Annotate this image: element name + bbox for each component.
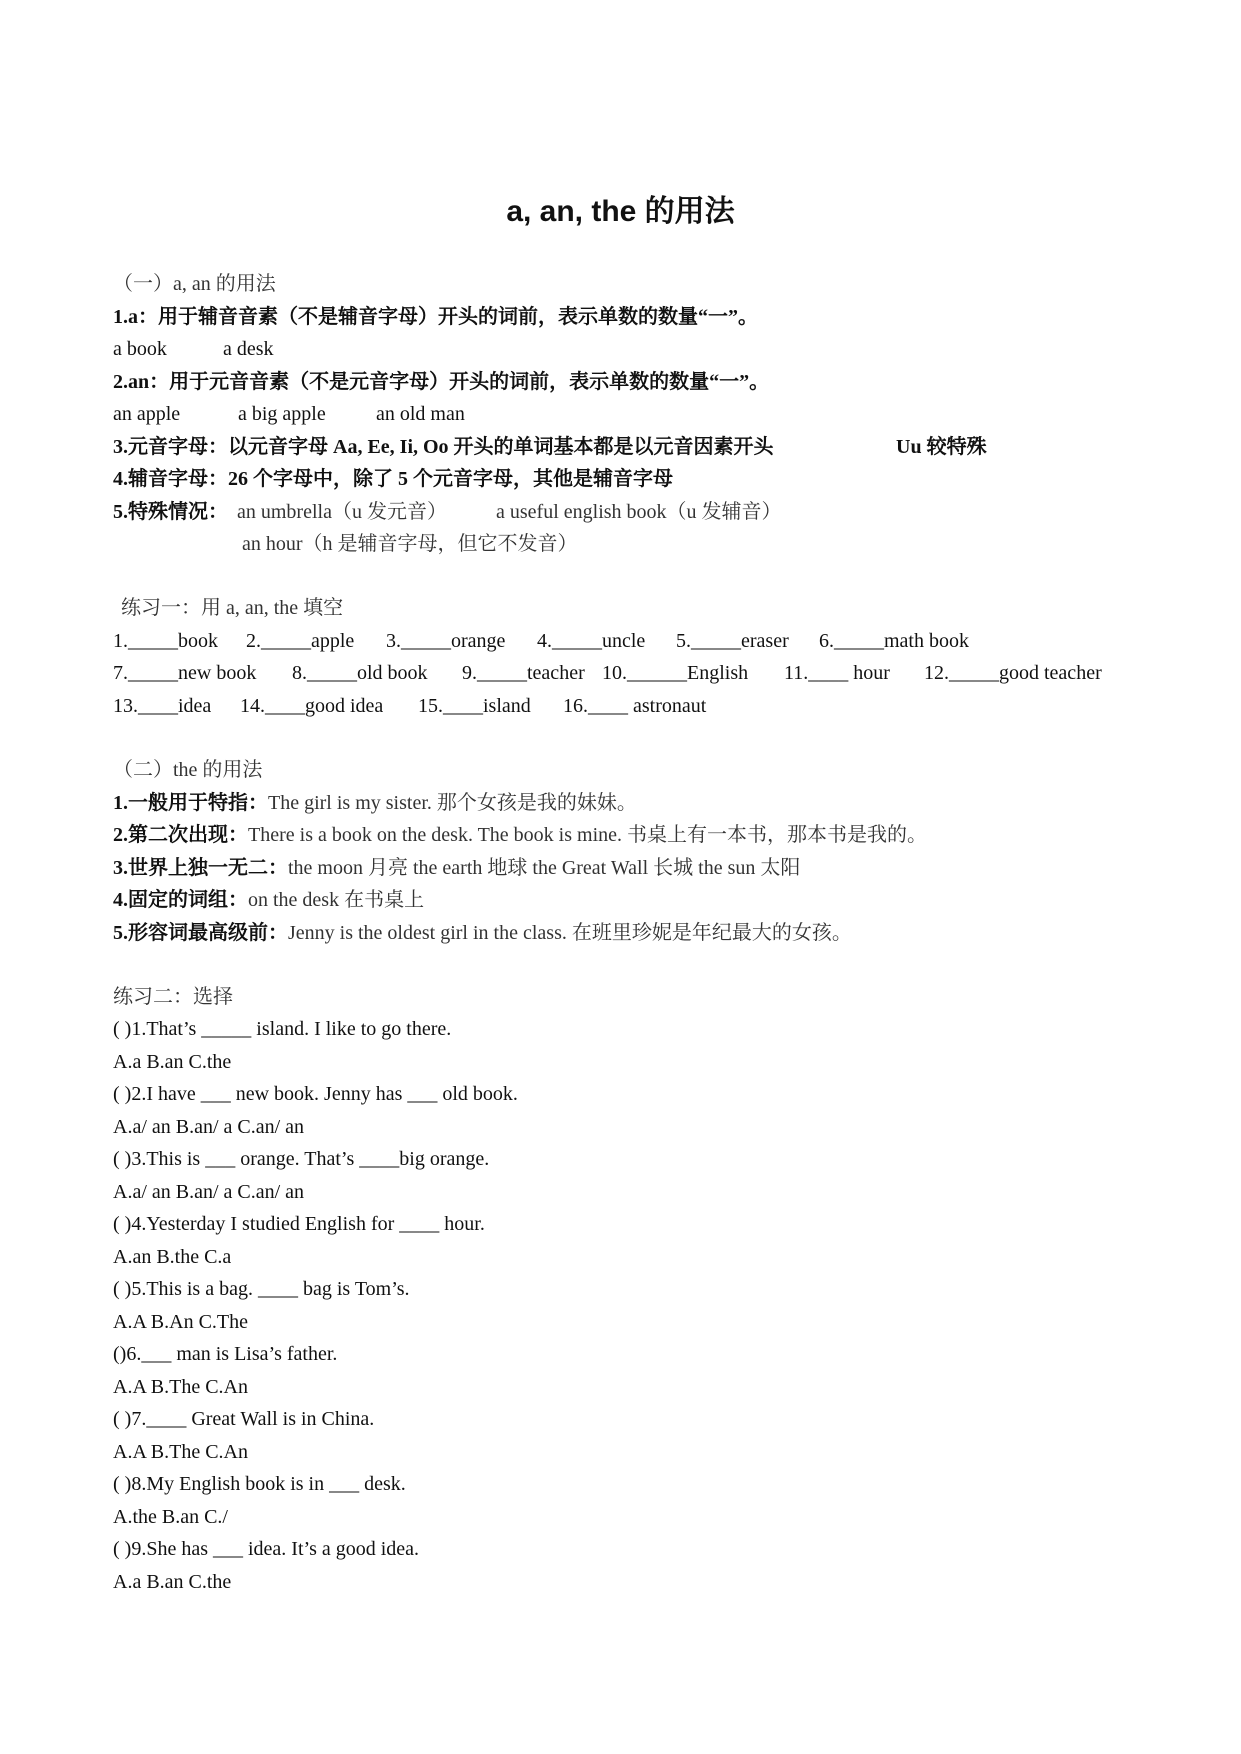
section-heading-the: （二）the 的用法 <box>113 759 263 781</box>
rule-a <box>113 305 758 329</box>
the-rule-1 <box>113 791 637 815</box>
exercise-1-item: 1._____book <box>113 630 218 652</box>
the-rule-5-label: 5.形容词最高级前： <box>113 922 288 944</box>
exercise-1-item: 15.____island <box>418 695 531 717</box>
rule-a-label: 1.a： <box>113 306 158 328</box>
question: ()6.___ man is Lisa’s father. <box>113 1343 338 1365</box>
the-rule-4-text: on the desk 在书桌上 <box>248 889 425 911</box>
question: ( )5.This is a bag. ____ bag is Tom’s. <box>113 1278 410 1300</box>
rule-special-label: 5.特殊情况： <box>113 501 228 523</box>
the-rule-5-text: Jenny is the oldest girl in the class. 在班里珍妮是年纪最大的女孩。 <box>288 922 852 944</box>
rule-an-text: 用于元音音素（不是元音字母）开头的词前，表示单数的数量“一”。 <box>169 371 770 393</box>
question: ( )7.____ Great Wall is in China. <box>113 1408 375 1430</box>
exercise-1-item: 3._____orange <box>386 630 506 652</box>
rule-special-c: an hour（h 是辅音字母，但它不发音） <box>242 533 578 555</box>
rule-special-a: an umbrella（u 发元音） <box>237 501 447 523</box>
rule-special-b: a useful english book（u 发辅音） <box>496 501 782 523</box>
page-title: a, an, the 的用法 <box>506 195 735 228</box>
exercise-1-item: 9._____teacher <box>462 662 585 684</box>
rule-a-example-1: a book <box>113 338 167 360</box>
rule-an-example-1: an apple <box>113 403 181 425</box>
exercise-1-item: 10.______English <box>602 662 749 684</box>
exercise-1-item: 11.____ hour <box>784 662 890 684</box>
rule-consonants: 4.辅音字母：26 个字母中，除了 5 个元音字母，其他是辅音字母 <box>113 468 673 490</box>
question-options: A.A B.An C.The <box>113 1311 248 1333</box>
exercise-1-item: 5._____eraser <box>676 630 789 652</box>
rule-an-label: 2.an： <box>113 371 170 393</box>
rule-vowels: 3.元音字母：以元音字母 Aa, Ee, Ii, Oo 开头的单词基本都是以元音因素开头 <box>113 436 774 458</box>
the-rule-2-text: There is a book on the desk. The book is mine. 书桌上有一本书，那本书是我的。 <box>248 824 928 846</box>
exercise-1-item: 14.____good idea <box>240 695 384 717</box>
the-rule-4-label: 4.固定的词组： <box>113 889 248 911</box>
exercise-1-item: 8._____old book <box>292 662 428 684</box>
exercise-1-item: 13.____idea <box>113 695 212 717</box>
the-rule-3-label: 3.世界上独一无二： <box>113 857 288 879</box>
section-heading-a-an: （一）a, an 的用法 <box>113 273 276 295</box>
rule-an <box>113 370 769 394</box>
question-options: A.a B.an C.the <box>113 1051 232 1073</box>
question-options: A.A B.The C.An <box>113 1441 248 1463</box>
question: ( )1.That’s _____ island. I like to go there. <box>113 1018 452 1040</box>
the-rule-1-label: 1.一般用于特指： <box>113 792 268 814</box>
question-options: A.a/ an B.an/ a C.an/ an <box>113 1181 305 1203</box>
exercise-2-heading: 练习二：选择 <box>113 986 233 1008</box>
the-rule-3 <box>113 856 800 880</box>
exercise-1-item: 12._____good teacher <box>924 662 1102 684</box>
exercise-1-item: 16.____ astronaut <box>563 695 707 717</box>
question-options: A.the B.an C./ <box>113 1506 228 1528</box>
rule-an-example-3: an old man <box>376 403 465 425</box>
question: ( )2.I have ___ new book. Jenny has ___ old book. <box>113 1083 518 1105</box>
the-rule-2 <box>113 823 927 847</box>
exercise-1-item: 7._____new book <box>113 662 257 684</box>
rule-vowels-note: Uu 较特殊 <box>896 436 987 458</box>
rule-a-text: 用于辅音音素（不是辅音字母）开头的词前，表示单数的数量“一”。 <box>158 306 758 328</box>
exercise-1-item: 6._____math book <box>819 630 969 652</box>
question-options: A.A B.The C.An <box>113 1376 248 1398</box>
rule-special <box>113 500 228 524</box>
question-options: A.a B.an C.the <box>113 1571 232 1593</box>
question: ( )8.My English book is in ___ desk. <box>113 1473 406 1495</box>
question-options: A.an B.the C.a <box>113 1246 232 1268</box>
the-rule-2-label: 2.第二次出现： <box>113 824 248 846</box>
question: ( )4.Yesterday I studied English for ____ hour. <box>113 1213 485 1235</box>
question-options: A.a/ an B.an/ a C.an/ an <box>113 1116 305 1138</box>
rule-an-example-2: a big apple <box>238 403 326 425</box>
the-rule-4 <box>113 888 424 912</box>
exercise-1-item: 2._____apple <box>246 630 355 652</box>
exercise-1-heading: 练习一：用 a, an, the 填空 <box>121 597 344 619</box>
the-rule-3-text: the moon 月亮 the earth 地球 the Great Wall 长城 the sun 太阳 <box>288 857 801 879</box>
the-rule-1-text: The girl is my sister. 那个女孩是我的妹妹。 <box>268 792 637 814</box>
rule-a-example-2: a desk <box>223 338 274 360</box>
question: ( )3.This is ___ orange. That’s ____big orange. <box>113 1148 490 1170</box>
the-rule-5 <box>113 921 852 945</box>
exercise-1-item: 4._____uncle <box>537 630 646 652</box>
question: ( )9.She has ___ idea. It’s a good idea. <box>113 1538 420 1560</box>
